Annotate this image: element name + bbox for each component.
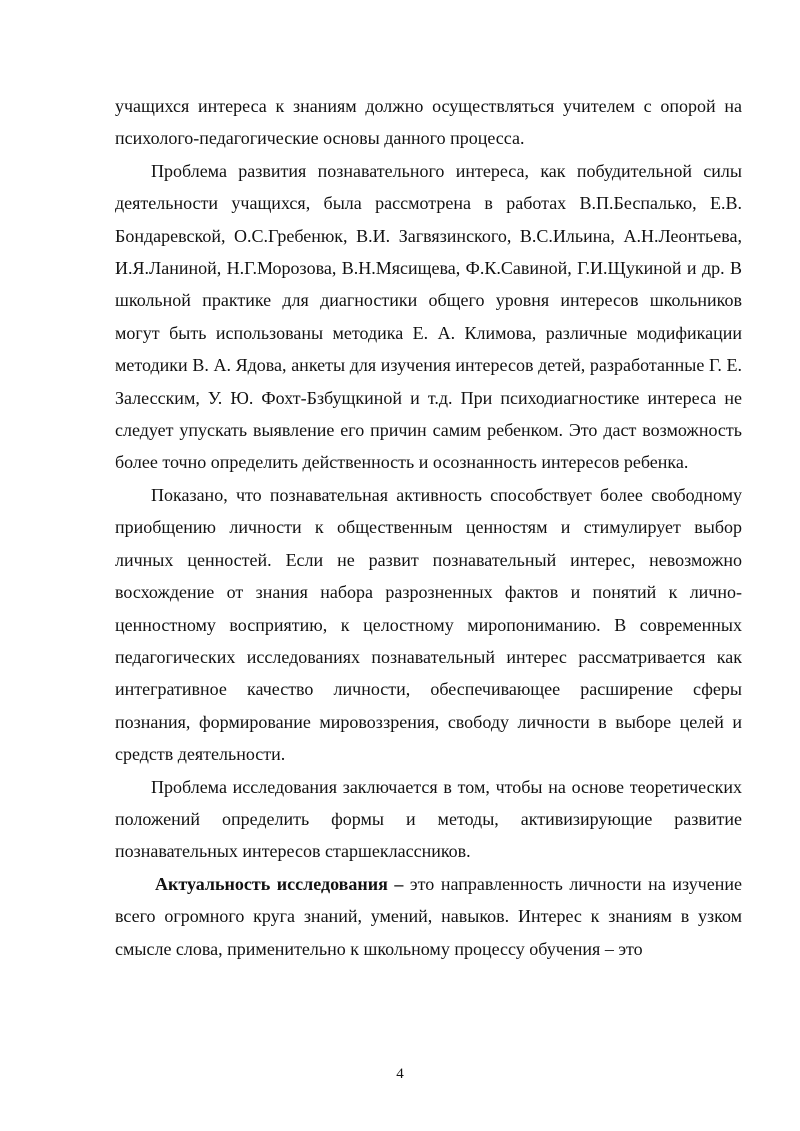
paragraph-research-review: Проблема развития познавательного интереса, как побудительной силы деятельности учащихся, была рассмотрена в работах В.П.Беспалько, Е.В. Бондаревской, О.С.Гребенюк, В.И. Загвязинского, В.С.Ильина, А.Н.Леонтьева, И.Я.Ланиной, Н.Г.Морозова, В.Н.Мясищева, Ф.К.Савиной, Г.И.Щукиной и др. В школьной практике для диагностики общего уровня интересов школьников могут быть использованы методика Е. А. Климова, различные модификации методики В. А. Ядова, анкеты для изучения интересов детей, разработанные Г. Е. Залесским, У. Ю. Фохт-Бзбущкиной и т.д. При психодиагностике интереса не следует упускать выявление его причин самим ребенком. Это даст возможность более точно определить действенность и осознанность интересов ребенка. xyxy=(115,160,742,473)
document-page xyxy=(115,90,742,965)
paragraph-continuation: учащихся интереса к знаниям должно осуществляться учителем с опорой на психолого-педагогические основы данного процесса. xyxy=(115,96,742,149)
page-number: 4 xyxy=(396,1066,404,1082)
paragraph-relevance xyxy=(115,868,742,965)
paragraph-research-problem: Проблема исследования заключается в том, чтобы на основе теоретических положений определить формы и методы, активизирующие развитие познавательных интересов старшеклассников. xyxy=(115,776,742,862)
relevance-heading: Актуальность исследования – xyxy=(155,873,404,894)
paragraph-cognitive-activity: Показано, что познавательная активность способствует более свободному приобщению личности к общественным ценностям и стимулирует выбор личных ценностей. Если не развит познавательный интерес, невозможно восхождение от знания набора разрозненных фактов и понятий к лично-ценностному восприятию, к целостному миропониманию. В современных педагогических исследованиях познавательный интерес рассматривается как интегративное качество личности, обеспечивающее расширение сферы познания, формирование мировоззрения, свободу личности в выборе целей и средств деятельности. xyxy=(115,484,742,765)
relevance-text: это направленность личности на изучение всего огромного круга знаний, умений, навыков. Интерес к знаниям в узком смысле слова, применительно к школьному процессу обучения – это xyxy=(115,873,742,959)
